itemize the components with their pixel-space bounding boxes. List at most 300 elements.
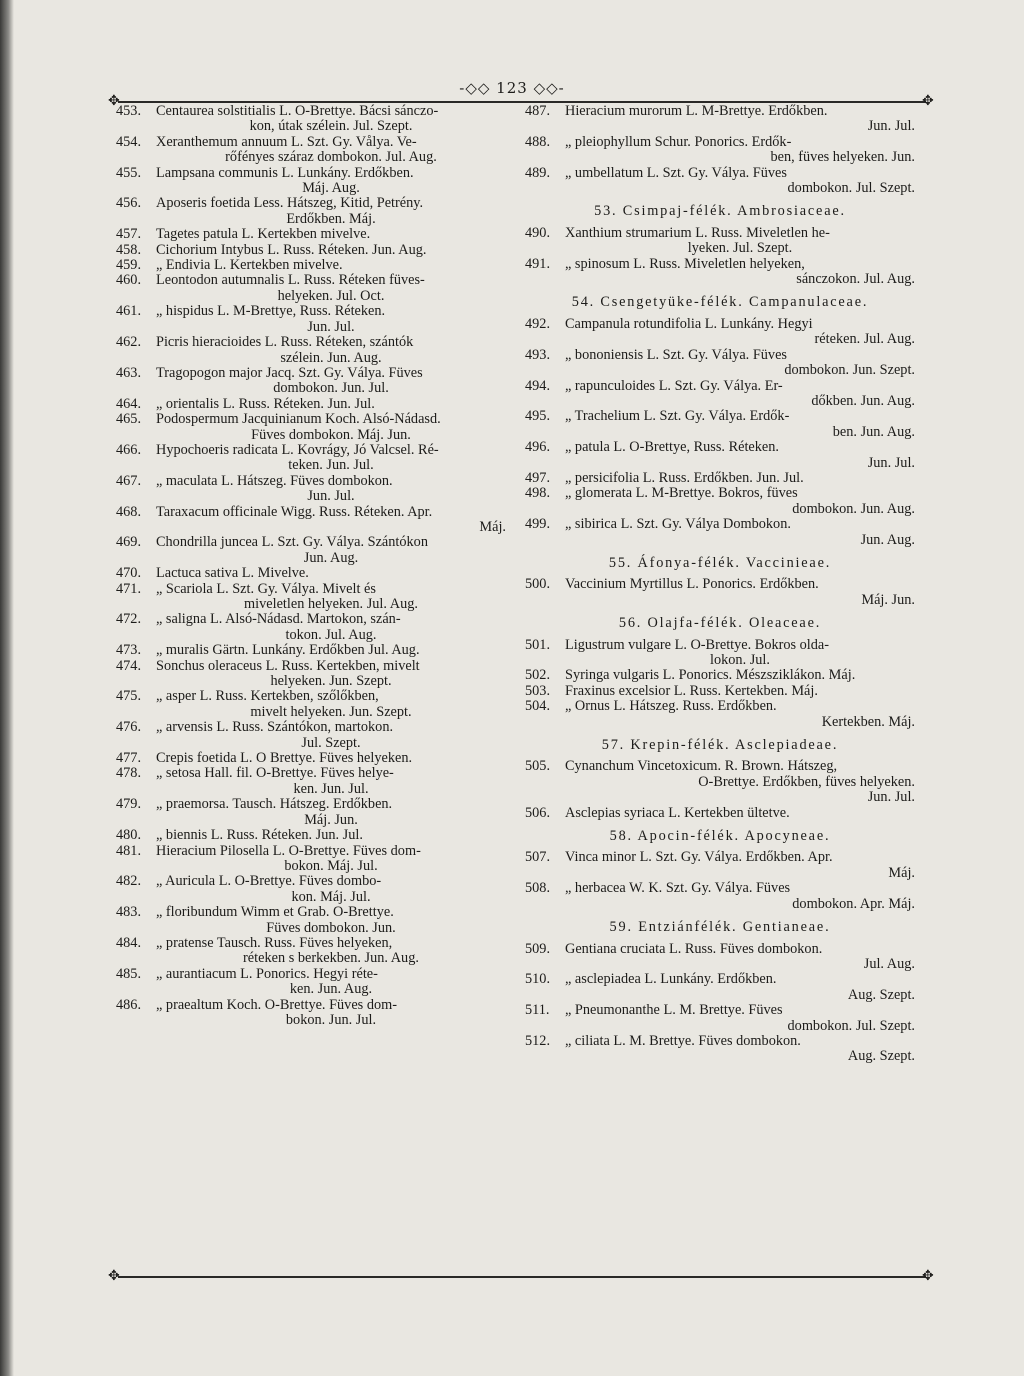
entry-line: „ rapunculoides L. Szt. Gy. Válya. Er- — [565, 377, 783, 394]
entry-line: „ praealtum Koch. O-Brettye. Füves dom- — [156, 996, 397, 1013]
entry-text — [156, 797, 506, 828]
entry-number: 464. — [116, 395, 142, 412]
entry-text — [565, 226, 915, 257]
entry-line: „ Scariola L. Szt. Gy. Válya. Mivelt és — [156, 580, 376, 597]
species-entry — [116, 828, 506, 843]
entry-text — [565, 759, 915, 805]
entry-text — [156, 643, 506, 658]
entry-line: Crepis foetida L. O Brettye. Füves helyeken. — [156, 750, 413, 767]
entry-number: 457. — [116, 226, 142, 243]
species-entry — [525, 699, 915, 730]
entry-number: 484. — [116, 934, 142, 951]
entry-number: 468. — [116, 503, 142, 520]
entry-line: Syringa vulgaris L. Ponorics. Mészsziklákon. Máj. — [565, 667, 856, 684]
entry-number: 509. — [525, 940, 551, 957]
entry-text — [565, 440, 915, 471]
family-heading: 56. Olajfa-félék. Oleaceae. — [618, 615, 822, 632]
entry-text — [565, 699, 915, 730]
species-entry — [116, 243, 506, 258]
entry-number: 477. — [116, 750, 142, 767]
entry-number: 465. — [116, 411, 142, 428]
corner-ornament-top-left: ✥ — [108, 93, 120, 109]
entry-number: 507. — [525, 849, 551, 866]
species-entry — [525, 135, 915, 166]
entry-continuation: dombokon. Jun. Szept. — [784, 362, 915, 379]
entry-number: 478. — [116, 765, 142, 782]
entry-continuation: Aug. Szept. — [847, 1048, 915, 1065]
entry-number: 455. — [116, 164, 142, 181]
species-entry — [525, 317, 915, 348]
entry-text — [156, 227, 506, 242]
entry-number: 504. — [525, 698, 551, 715]
entry-text — [156, 196, 506, 227]
species-entry — [116, 998, 506, 1029]
entry-text — [156, 474, 506, 505]
entry-continuation: bokon. Jun. Jul. — [285, 1011, 377, 1028]
entry-continuation: dombokon. Jul. Szept. — [787, 1017, 915, 1034]
entry-continuation: Jun. Jul. — [867, 454, 915, 471]
entry-continuation: Máj. — [888, 864, 915, 881]
entry-line: „ ciliata L. M. Brettye. Füves dombokon. — [565, 1032, 801, 1049]
entry-text — [156, 258, 506, 273]
entry-text — [565, 942, 915, 973]
entry-continuation: ben. Jun. Aug. — [832, 423, 915, 440]
entry-text — [156, 443, 506, 474]
entry-line: Hieracium murorum L. M-Brettye. Erdőkben. — [565, 103, 828, 119]
entry-text — [156, 135, 506, 166]
entry-number: 462. — [116, 334, 142, 351]
entry-number: 481. — [116, 842, 142, 859]
entry-continuation: tokon. Jul. Aug. — [285, 626, 377, 643]
entry-number: 502. — [525, 667, 551, 684]
entry-text — [156, 582, 506, 613]
entry-line: Leontodon autumnalis L. Russ. Réteken füves- — [156, 272, 425, 289]
entry-number: 483. — [116, 904, 142, 921]
entry-continuation: dombokon. Jul. Szept. — [787, 180, 915, 197]
entry-continuation: Jun. Jul. — [867, 118, 915, 135]
entry-text — [156, 304, 506, 335]
entry-number: 474. — [116, 657, 142, 674]
entry-text — [565, 257, 915, 288]
entry-text — [565, 638, 915, 669]
entry-continuation: Erdőkben. Máj. — [286, 210, 376, 227]
entry-text — [565, 881, 915, 912]
entry-text — [565, 486, 915, 517]
species-entry — [116, 566, 506, 581]
entry-continuation: Kertekben. Máj. — [821, 713, 915, 730]
entry-continuation: lyeken. Jul. Szept. — [687, 240, 793, 257]
entry-number: 510. — [525, 971, 551, 988]
species-entry — [525, 881, 915, 912]
entry-line: „ pratense Tausch. Russ. Füves helyeken, — [156, 934, 393, 951]
entry-text — [156, 612, 506, 643]
right-column — [525, 104, 915, 1065]
entry-number: 466. — [116, 441, 142, 458]
entry-line: „ asper L. Russ. Kertekben, szőlőkben, — [156, 688, 379, 705]
entry-line: Tragopogon major Jacq. Szt. Gy. Válya. Füves — [156, 364, 423, 381]
species-entry — [116, 474, 506, 505]
entry-line: Vaccinium Myrtillus L. Ponorics. Erdőkben. — [565, 576, 819, 593]
entry-number: 498. — [525, 485, 551, 502]
entry-number: 482. — [116, 873, 142, 890]
species-entry — [116, 643, 506, 658]
species-entry — [525, 104, 915, 135]
entry-continuation: sánczokon. Jul. Aug. — [796, 271, 915, 288]
family-heading: 54. Csengetyüke-félék. Campanulaceae. — [571, 294, 869, 311]
entry-continuation: Jul. Aug. — [863, 955, 915, 972]
entry-continuation: Jun. Jul. — [307, 488, 355, 505]
entry-line: Aposeris foetida Less. Hátszeg, Kitid, Petrény. — [156, 195, 424, 212]
entry-line: Hieracium Pilosella L. O-Brettye. Füves dom- — [156, 842, 421, 859]
entry-line: „ orientalis L. Russ. Réteken. Jun. Jul. — [156, 395, 375, 412]
entry-text — [156, 166, 506, 197]
species-entry — [116, 967, 506, 998]
entry-number: 487. — [525, 103, 551, 119]
entry-number: 494. — [525, 377, 551, 394]
entry-line: Fraxinus excelsior L. Russ. Kertekben. Máj. — [565, 682, 818, 699]
entry-continuation: dőkben. Jun. Aug. — [811, 392, 915, 409]
entry-continuation: Máj. Jun. — [861, 591, 915, 608]
species-entry — [116, 874, 506, 905]
entry-continuation: Aug. Szept. — [847, 986, 915, 1003]
entry-text — [565, 684, 915, 699]
family-heading: 58. Apocin-félék. Apocyneae. — [609, 828, 831, 845]
entry-line: Podospermum Jacquinianum Koch. Alsó-Nádasd. — [156, 411, 441, 428]
species-entry — [116, 443, 506, 474]
entry-line: „ praemorsa. Tausch. Hátszeg. Erdőkben. — [156, 796, 393, 813]
entry-text — [156, 366, 506, 397]
species-entry — [525, 806, 915, 821]
entry-continuation: mivelt helyeken. Jun. Szept. — [250, 703, 412, 720]
entry-number: 476. — [116, 719, 142, 736]
entry-line: Xeranthemum annuum L. Szt. Gy. Vålya. Ve- — [156, 133, 417, 150]
entry-number: 506. — [525, 804, 551, 821]
entry-number: 496. — [525, 439, 551, 456]
entry-text — [565, 409, 915, 440]
entry-line: Sonchus oleraceus L. Russ. Kertekben, mivelt — [156, 657, 420, 674]
entry-continuation: O-Brettye. Erdőkben, füves helyeken. — [698, 773, 915, 790]
entry-text — [156, 766, 506, 797]
species-entry — [116, 766, 506, 797]
entry-continuation: dombokon. Jun. Jul. — [273, 380, 389, 397]
entry-text — [565, 517, 915, 548]
entry-line: Cichorium Intybus L. Russ. Réteken. Jun. Aug. — [156, 241, 427, 258]
entry-text — [156, 397, 506, 412]
family-heading: 59. Entziánfélék. Gentianeae. — [609, 919, 831, 936]
corner-ornament-top-right: ✥ — [922, 93, 934, 109]
page-number: 123 — [496, 79, 528, 97]
entry-line: „ patula L. O-Brettye, Russ. Réteken. — [565, 439, 779, 456]
entry-text — [156, 505, 506, 536]
species-entry — [116, 797, 506, 828]
entry-number: 458. — [116, 241, 142, 258]
entry-number: 492. — [525, 315, 551, 332]
species-entry — [116, 751, 506, 766]
species-entry — [525, 471, 915, 486]
entry-continuation: Jun. Aug. — [303, 549, 359, 566]
entry-text — [565, 1034, 915, 1065]
entry-text — [156, 720, 506, 751]
entry-continuation: kon. Máj. Jul. — [291, 888, 371, 905]
species-entry — [525, 166, 915, 197]
entry-continuation: Máj. Aug. — [302, 180, 360, 197]
species-entry — [525, 972, 915, 1003]
entry-number: 480. — [116, 827, 142, 844]
entry-number: 511. — [525, 1002, 550, 1019]
entry-number: 453. — [116, 103, 142, 119]
entry-line: „ herbacea W. K. Szt. Gy. Válya. Füves — [565, 880, 791, 897]
species-entry — [116, 258, 506, 273]
species-entry — [116, 689, 506, 720]
entry-line: „ Endivia L. Kertekben mivelve. — [156, 257, 343, 274]
entry-continuation: dombokon. Apr. Máj. — [792, 895, 915, 912]
species-entry — [116, 196, 506, 227]
entry-continuation: Jun. Jul. — [307, 318, 355, 335]
entry-continuation: helyeken. Jul. Oct. — [277, 287, 385, 304]
entry-text — [156, 967, 506, 998]
species-entry — [525, 1003, 915, 1034]
entry-text — [156, 335, 506, 366]
species-entry — [116, 905, 506, 936]
entry-continuation: helyeken. Jun. Szept. — [270, 673, 392, 690]
entry-line: „ persicifolia L. Russ. Erdőkben. Jun. Jul. — [565, 469, 804, 486]
species-entry — [116, 412, 506, 443]
entry-line: „ aurantiacum L. Ponorics. Hegyi réte- — [156, 965, 378, 982]
bottom-rule — [118, 1276, 926, 1278]
entry-continuation: rőfényes száraz dombokon. Jul. Aug. — [225, 149, 437, 166]
species-entry — [525, 226, 915, 257]
entry-continuation: lokon. Jul. — [710, 652, 770, 668]
entry-line: „ Pneumonanthe L. M. Brettye. Füves — [565, 1002, 783, 1019]
entry-line: „ arvensis L. Russ. Szántókon, martokon. — [156, 719, 394, 736]
species-entry — [525, 759, 915, 805]
entry-text — [156, 828, 506, 843]
header-ornament-left: -◇◇ — [459, 79, 491, 97]
species-entry — [116, 366, 506, 397]
entry-number: 459. — [116, 257, 142, 274]
entry-line: „ Auricula L. O-Brettye. Füves dombo- — [156, 873, 382, 890]
entry-number: 488. — [525, 133, 551, 150]
entry-continuation: Máj. — [479, 518, 506, 535]
entry-continuation: réteken s berkekben. Jun. Aug. — [243, 950, 419, 967]
entry-line: Asclepias syriaca L. Kertekben ültetve. — [565, 804, 790, 821]
entry-number: 469. — [116, 534, 142, 551]
left-column — [116, 104, 506, 1028]
entry-text — [565, 135, 915, 166]
entry-continuation: Füves dombokon. Máj. Jun. — [251, 426, 411, 443]
entry-text — [156, 689, 506, 720]
page-header — [0, 79, 1024, 97]
family-heading: 57. Krepin-félék. Asclepiadeae. — [601, 737, 839, 754]
species-entry — [116, 659, 506, 690]
entry-line: Lactuca sativa L. Mivelve. — [156, 565, 309, 582]
species-entry — [525, 638, 915, 669]
entry-line: „ Ornus L. Hátszeg. Russ. Erdőkben. — [565, 698, 777, 715]
entry-line: Tagetes patula L. Kertekben mivelve. — [156, 226, 371, 243]
entry-line: Cynanchum Vincetoxicum. R. Brown. Hátszeg, — [565, 758, 838, 775]
species-entry — [116, 273, 506, 304]
entry-text — [565, 166, 915, 197]
entry-line: „ spinosum L. Russ. Miveletlen helyeken, — [565, 255, 805, 272]
corner-ornament-bottom-left: ✥ — [108, 1268, 120, 1284]
entry-number: 500. — [525, 576, 551, 593]
entry-number: 501. — [525, 636, 551, 653]
entry-text — [565, 972, 915, 1003]
species-entry — [525, 1034, 915, 1065]
entry-line: Lampsana communis L. Lunkány. Erdőkben. — [156, 164, 414, 181]
entry-number: 508. — [525, 880, 551, 897]
entry-text — [156, 412, 506, 443]
entry-number: 503. — [525, 682, 551, 699]
entry-text — [565, 668, 915, 683]
entry-continuation: ben, füves helyeken. Jun. — [770, 149, 915, 166]
entry-line: „ setosa Hall. fil. O-Brettye. Füves helye- — [156, 765, 394, 782]
corner-ornament-bottom-right: ✥ — [922, 1268, 934, 1284]
species-entry — [116, 720, 506, 751]
entry-number: 454. — [116, 133, 142, 150]
species-entry — [116, 844, 506, 875]
entry-number: 490. — [525, 224, 551, 241]
entry-line: „ bononiensis L. Szt. Gy. Válya. Füves — [565, 346, 787, 363]
entry-continuation: ken. Jun. Jul. — [293, 780, 369, 797]
entry-number: 497. — [525, 469, 551, 486]
entry-number: 471. — [116, 580, 142, 597]
entry-text — [156, 566, 506, 581]
entry-number: 486. — [116, 996, 142, 1013]
species-entry — [525, 379, 915, 410]
entry-text — [565, 379, 915, 410]
entry-text — [565, 1003, 915, 1034]
entry-number: 472. — [116, 611, 142, 628]
species-entry — [525, 486, 915, 517]
entry-continuation: miveletlen helyeken. Jul. Aug. — [244, 596, 418, 612]
entry-line: „ biennis L. Russ. Réteken. Jun. Jul. — [156, 827, 363, 844]
entry-continuation: kon, útak szélein. Jul. Szept. — [249, 118, 413, 135]
entry-text — [156, 535, 506, 566]
entry-continuation: Jul. Szept. — [301, 734, 361, 751]
species-entry — [116, 227, 506, 242]
entry-text — [156, 273, 506, 304]
species-entry — [525, 257, 915, 288]
species-entry — [116, 304, 506, 335]
entry-line: „ Trachelium L. Szt. Gy. Válya. Erdők- — [565, 408, 790, 425]
entry-line: Chondrilla juncea L. Szt. Gy. Válya. Szántókon — [156, 534, 428, 551]
species-entry — [116, 104, 506, 135]
entry-continuation: Máj. Jun. — [304, 811, 358, 828]
entry-line: Xanthium strumarium L. Russ. Miveletlen he- — [565, 224, 830, 241]
entry-text — [565, 471, 915, 486]
entry-number: 461. — [116, 303, 142, 320]
entry-line: Hypochoeris radicata L. Kovrágy, Jó Valcsel. Ré- — [156, 441, 439, 458]
entry-number: 475. — [116, 688, 142, 705]
species-entry — [525, 577, 915, 608]
entry-line: „ muralis Gärtn. Lunkány. Erdőkben Jul. Aug. — [156, 642, 420, 659]
entry-line: „ asclepiadea L. Lunkány. Erdőkben. — [565, 971, 777, 988]
species-entry — [525, 409, 915, 440]
species-entry — [116, 535, 506, 566]
species-entry — [525, 440, 915, 471]
species-entry — [525, 942, 915, 973]
entry-number: 495. — [525, 408, 551, 425]
entry-line: Vinca minor L. Szt. Gy. Válya. Erdőkben. Apr. — [565, 849, 833, 866]
species-entry — [525, 517, 915, 548]
entry-line: Taraxacum officinale Wigg. Russ. Réteken. Apr. — [156, 503, 433, 520]
entry-line: Ligustrum vulgare L. O-Brettye. Bokros olda- — [565, 636, 830, 653]
species-entry — [525, 668, 915, 683]
entry-line: Gentiana cruciata L. Russ. Füves dombokon. — [565, 940, 823, 957]
scan-binding-edge — [0, 0, 14, 1376]
entry-continuation: Füves dombokon. Jun. — [266, 919, 396, 936]
species-entry — [116, 135, 506, 166]
header-ornament-right: ◇◇- — [533, 79, 565, 97]
entry-line: „ maculata L. Hátszeg. Füves dombokon. — [156, 472, 393, 489]
species-entry — [525, 850, 915, 881]
entry-text — [156, 243, 506, 258]
entry-text — [565, 806, 915, 821]
entry-line: „ floribundum Wimm et Grab. O-Brettye. — [156, 904, 394, 921]
entry-continuation: réteken. Jul. Aug. — [814, 331, 915, 348]
entry-line: Centaurea solstitialis L. O-Brettye. Bácsi sánczo- — [156, 103, 439, 119]
species-entry — [116, 335, 506, 366]
entry-continuation: teken. Jun. Jul. — [288, 457, 374, 474]
entry-line: Picris hieracioides L. Russ. Réteken, szántók — [156, 334, 414, 351]
entry-number: 493. — [525, 346, 551, 363]
entry-number: 467. — [116, 472, 142, 489]
entry-text — [156, 998, 506, 1029]
entry-number: 491. — [525, 255, 551, 272]
entry-line: Campanula rotundifolia L. Lunkány. Hegyi — [565, 315, 813, 332]
entry-text — [156, 905, 506, 936]
species-entry — [116, 936, 506, 967]
entry-line: „ pleiophyllum Schur. Ponorics. Erdők- — [565, 133, 792, 150]
entry-text — [565, 104, 915, 135]
entry-line: „ sibirica L. Szt. Gy. Válya Dombokon. — [565, 516, 791, 533]
entry-line: „ glomerata L. M-Brettye. Bokros, füves — [565, 485, 798, 502]
entry-text — [156, 104, 506, 135]
entry-number: 456. — [116, 195, 142, 212]
entry-text — [565, 317, 915, 348]
entry-line: „ hispidus L. M-Brettye, Russ. Réteken. — [156, 303, 386, 320]
species-entry — [525, 684, 915, 699]
entry-line: „ umbellatum L. Szt. Gy. Válya. Füves — [565, 164, 787, 181]
entry-continuation: ken. Jun. Aug. — [289, 981, 373, 998]
species-entry — [116, 582, 506, 613]
species-entry — [525, 348, 915, 379]
entry-text — [156, 874, 506, 905]
entry-number: 505. — [525, 758, 551, 775]
family-heading: 55. Áfonya-félék. Vaccinieae. — [608, 554, 832, 571]
species-entry — [116, 505, 506, 536]
entry-number: 485. — [116, 965, 142, 982]
entry-number: 499. — [525, 516, 551, 533]
family-heading: 53. Csimpaj-félék. Ambrosiaceae. — [594, 203, 846, 220]
entry-continuation: dombokon. Jun. Aug. — [792, 500, 915, 517]
entry-text — [156, 659, 506, 690]
entry-number: 463. — [116, 364, 142, 381]
entry-text — [565, 348, 915, 379]
entry-text — [156, 751, 506, 766]
entry-number: 473. — [116, 642, 142, 659]
entry-continuation: Jun. Aug. — [860, 531, 915, 548]
entry-number: 512. — [525, 1032, 551, 1049]
entry-text — [156, 844, 506, 875]
entry-text — [156, 936, 506, 967]
entry-number: 489. — [525, 164, 551, 181]
entry-text — [565, 577, 915, 608]
entry-continuation: szélein. Jun. Aug. — [280, 349, 382, 366]
species-entry — [116, 612, 506, 643]
entry-text — [565, 850, 915, 881]
